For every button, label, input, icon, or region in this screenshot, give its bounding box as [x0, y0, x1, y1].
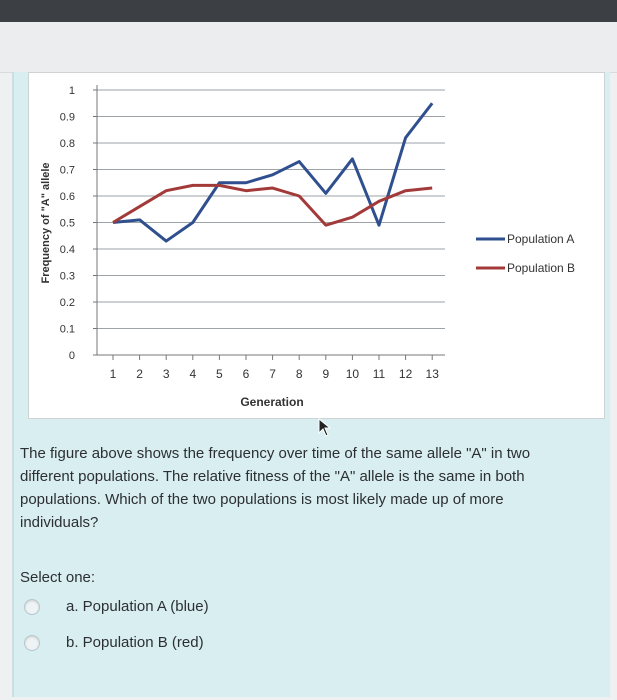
x-tick-label: 8	[295, 367, 303, 381]
y-tick-label: 0.4	[59, 244, 75, 256]
x-tick-label: 13	[425, 367, 439, 381]
x-tick-label: 4	[189, 367, 197, 381]
x-tick-label: 9	[322, 367, 330, 381]
x-tick-label: 2	[136, 367, 143, 381]
y-tick-label: 0.8	[59, 138, 75, 150]
y-tick-label: 0.2	[59, 297, 75, 309]
option-a-label: a. Population A (blue)	[66, 598, 209, 615]
x-tick-label: 3	[162, 367, 170, 381]
legend-label: Population A	[507, 232, 575, 246]
y-tick-label: 0.7	[59, 164, 75, 177]
y-tick-label: 0.6	[59, 191, 75, 203]
option-b-label: b. Population B (red)	[66, 634, 204, 651]
line-chart	[29, 73, 604, 418]
y-tick-label: 0.9	[59, 111, 75, 124]
series-line-population-a	[113, 103, 432, 241]
legend-label: Population B	[507, 261, 576, 275]
radio-button-a[interactable]	[24, 599, 40, 615]
y-tick-label: 0.3	[59, 270, 75, 283]
x-tick-label: 10	[345, 367, 360, 381]
x-axis-title: Generation	[240, 395, 304, 409]
y-tick-label: 0.5	[59, 217, 75, 230]
option-b[interactable]	[24, 634, 204, 651]
chart-container	[28, 72, 605, 419]
x-tick-label: 12	[398, 367, 413, 381]
x-tick-label: 11	[372, 367, 386, 381]
x-tick-label: 1	[109, 367, 117, 381]
y-axis-title: Frequency of "A" allele	[40, 162, 52, 284]
y-tick-label: 0	[68, 350, 75, 362]
x-tick-label: 5	[216, 367, 223, 381]
y-tick-label: 0.1	[59, 323, 75, 336]
top-band	[0, 22, 617, 73]
radio-button-b[interactable]	[24, 635, 40, 651]
select-one-label: Select one:	[20, 569, 96, 586]
y-tick-label: 1	[68, 85, 75, 97]
mouse-pointer-icon	[318, 418, 334, 438]
question-text: The figure above shows the frequency over time of the same allele "A" in two different populations. The relative fitness of the "A" allele is the same in both populations. Which of the two populations is most likely made up of more individuals?	[20, 445, 531, 531]
x-tick-label: 7	[269, 367, 276, 381]
option-a[interactable]	[24, 598, 209, 615]
x-tick-label: 6	[242, 367, 250, 381]
